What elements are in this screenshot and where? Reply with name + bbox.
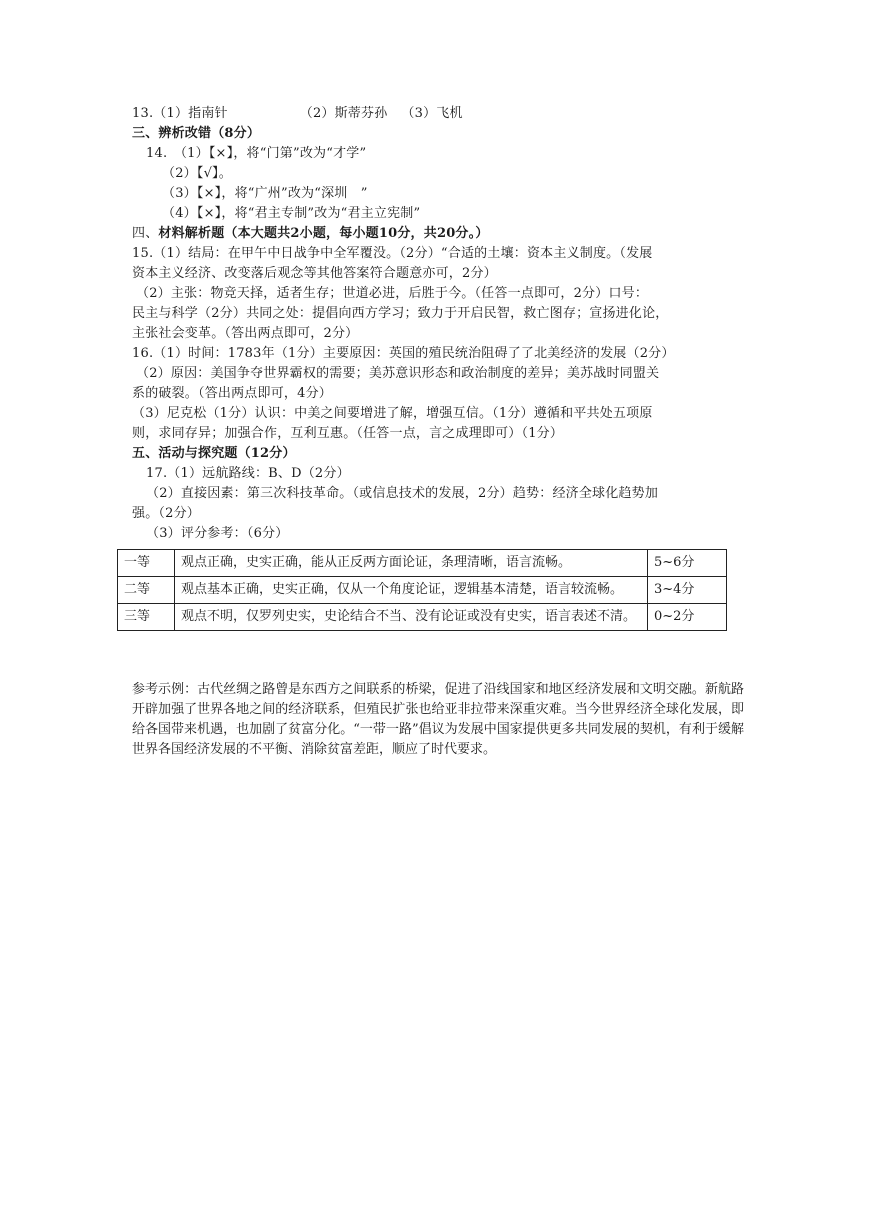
section3-heading: 三、辨析改错（8分） xyxy=(132,126,261,141)
section4-heading xyxy=(132,224,742,244)
q16-2-line1: （2）原因：美国争夺世界霸权的需要；美苏意识形态和政治制度的差异；美苏战时同盟关 xyxy=(136,366,660,381)
grade-level: 一等 xyxy=(118,550,175,577)
q15-1-line1: 15.（1）结局：在甲午中日战争中全军覆没。（2分）“合适的土壤：资本主义制度。（发展 xyxy=(132,246,653,261)
q17-1: 17.（1）远航路线：B、D（2分） xyxy=(146,466,350,481)
grade-score: 5~6分 xyxy=(648,550,727,577)
q15-1-line2: 资本主义经济、改变落后观念等其他答案符合题意亦可，2分） xyxy=(132,266,497,281)
q17-3: （3）评分参考：（6分） xyxy=(146,526,289,541)
table-row xyxy=(118,550,727,577)
grade-level: 三等 xyxy=(118,604,175,631)
q14-item3: （3）【×】，将“广州”改为“深圳 ” xyxy=(162,186,368,201)
table-row xyxy=(118,604,727,631)
q13-part2: （2）斯蒂芬孙 xyxy=(299,106,388,121)
q16-3-line1: （3）尼克松（1分）认识：中美之间要增进了解，增强互信。（1分）遵循和平共处五项原 xyxy=(132,406,653,421)
q14-item4: （4）【×】，将“君主专制”改为“君主立宪制” xyxy=(162,206,421,221)
q13-part3: （3）飞机 xyxy=(401,106,463,121)
q15-2-line1: （2）主张：物竞天择，适者生存；世道必进，后胜于今。（任答一点即可，2分）口号： xyxy=(136,286,649,301)
grade-score: 3~4分 xyxy=(648,577,727,604)
grade-score: 0~2分 xyxy=(648,604,727,631)
q15-2-line2: 民主与科学（2分）共同之处：提倡向西方学习；致力于开启民智，救亡图存；宣扬进化论， xyxy=(132,306,669,321)
reference-example: 参考示例：古代丝绸之路曾是东西方之间联系的桥梁，促进了沿线国家和地区经济发展和文明交融。新航路开辟加强了世界各地之间的经济联系，但殖民扩张也给亚非拉带来深重灾难。当今世界经济全球化发展，即给各国带来机遇，也加剧了贫富分化。“一带一路”倡议为发展中国家提供更多共同发展的契机，有利于缓解世界各国经济发展的不平衡、消除贫富差距，顺应了时代要求。 xyxy=(132,682,744,757)
grading-table xyxy=(117,549,727,631)
q17-2-line2: 强。（2分） xyxy=(132,506,200,521)
q16-2-line2: 系的破裂。（答出两点即可，4分） xyxy=(132,386,332,401)
grade-description: 观点基本正确，史实正确，仅从一个角度论证，逻辑基本清楚，语言较流畅。 xyxy=(175,577,648,604)
grade-description: 观点正确，史实正确，能从正反两方面论证，条理清晰，语言流畅。 xyxy=(175,550,648,577)
q17-2-line1: （2）直接因素：第三次科技革命。（或信息技术的发展，2分）趋势：经济全球化趋势加 xyxy=(146,486,659,501)
q13-part1: 13.（1）指南针 xyxy=(132,106,228,121)
q14-item1: 14. （1）【×】，将“门第”改为“才学” xyxy=(146,146,367,161)
section4-title: 材料解析题（本大题共2小题，每小题10分，共20分。） xyxy=(158,226,489,241)
q14-item2: （2）【√】。 xyxy=(162,166,232,181)
q16-1: 16.（1）时间：1783年（1分）主要原因：英国的殖民统治阻碍了了北美经济的发展（2分） xyxy=(132,346,675,361)
table-row xyxy=(118,577,727,604)
section4-number: 四、 xyxy=(132,226,159,241)
q16-3-line2: 则，求同存异；加强合作，互利互惠。（任答一点，言之成理即可）（1分） xyxy=(132,426,564,441)
grade-description: 观点不明，仅罗列史实，史论结合不当、没有论证或没有史实，语言表述不清。 xyxy=(175,604,648,631)
q13-answers xyxy=(132,104,742,124)
q15-2-line3: 主张社会变革。（答出两点即可，2分） xyxy=(132,326,359,341)
section5-heading: 五、活动与探究题（12分） xyxy=(132,446,296,461)
grade-level: 二等 xyxy=(118,577,175,604)
